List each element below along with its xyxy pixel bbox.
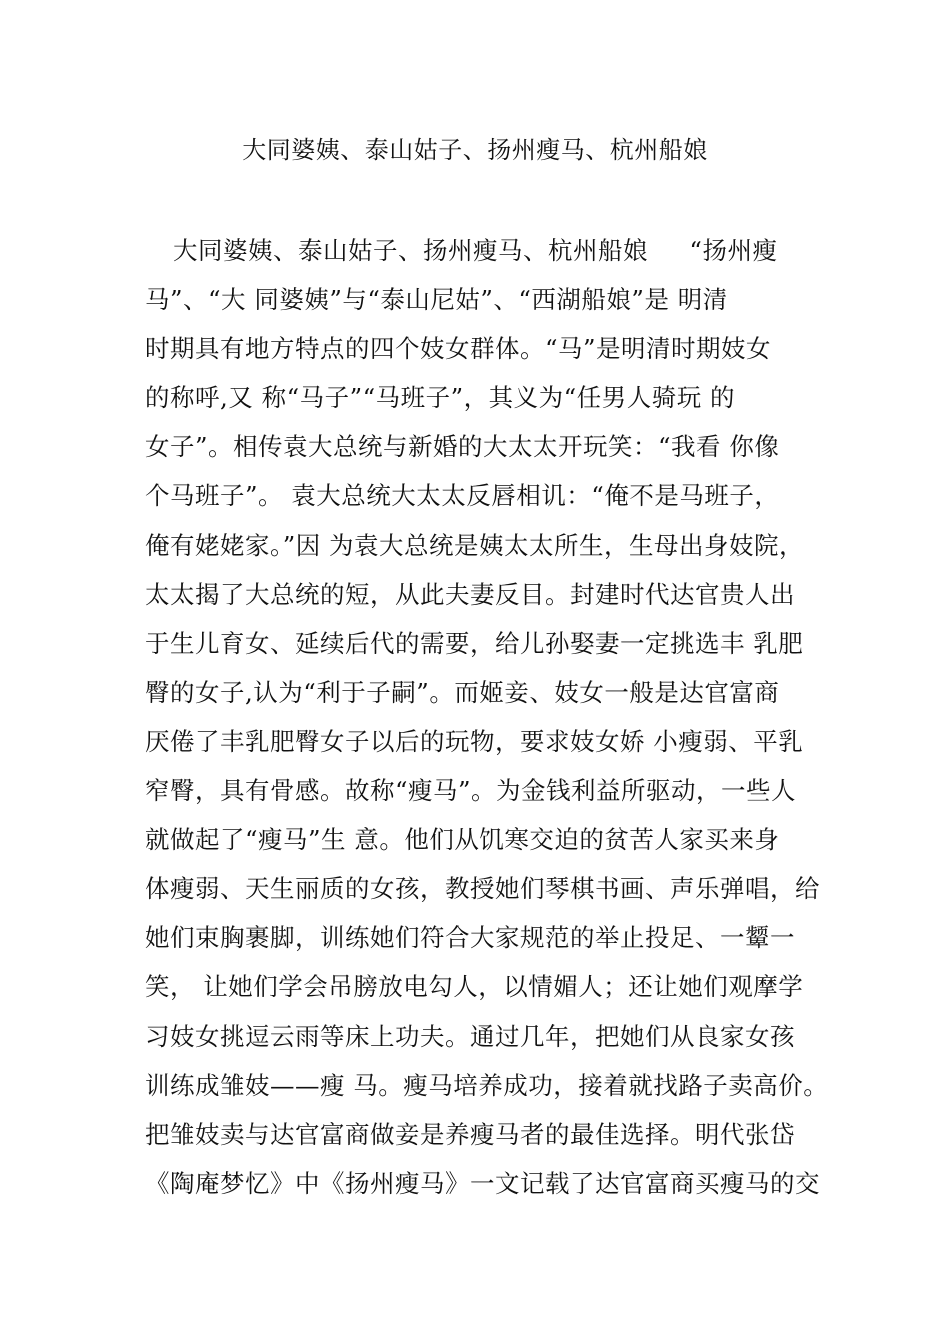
body-line: 她们束胸裹脚，训练她们符合大家规范的举止投足、一颦一	[145, 923, 795, 953]
body-line: 《陶庵梦忆》中《扬州瘦马》一文记载了达官富商买瘦马的交	[145, 1168, 820, 1198]
body-line: 把雏妓卖与达官富商做妾是养瘦马者的最佳选择。明代张岱	[145, 1119, 795, 1149]
body-line: 笑， 让她们学会吊膀放电勾人，以情媚人；还让她们观摩学	[145, 972, 804, 1002]
body-line: 训练成雏妓——瘦 马。瘦马培养成功，接着就找路子卖高价。	[145, 1070, 829, 1100]
body-line: 就做起了“瘦马”生 意。他们从饥寒交迫的贫苦人家买来身	[145, 825, 780, 855]
body-line: 马”、“大 同婆姨”与“泰山尼姑”、“西湖船娘”是 明清	[145, 285, 728, 315]
body-line: 大同婆姨、泰山姑子、扬州瘦马、杭州船娘 “扬州瘦	[173, 236, 778, 265]
body-line: 于生儿育女、延续后代的需要，给儿孙娶妻一定挑选丰 乳肥	[145, 628, 804, 658]
body-line: 的称呼,又 称“马子”“马班子”，其义为“任男人骑玩 的	[145, 383, 735, 413]
body-line: 窄臀，具有骨感。故称“瘦马”。为金钱利益所驱动，一些人	[145, 776, 797, 806]
body-line: 俺有姥姥家。”因 为袁大总统是姨太太所生，生母出身妓院，	[145, 530, 805, 560]
body-line: 太太揭了大总统的短，从此夫妻反目。封建时代达官贵人出	[145, 579, 795, 609]
document-title: 大同婆姨、泰山姑子、扬州瘦马、杭州船娘	[242, 136, 708, 164]
body-line: 女子”。相传袁大总统与新婚的大太太开玩笑：“我看 你像	[145, 432, 780, 462]
body-line: 体瘦弱、天生丽质的女孩，教授她们琴棋书画、声乐弹唱，给	[145, 874, 820, 904]
body-line: 个马班子”。 袁大总统大太太反唇相讥：“俺不是马班子，	[145, 481, 780, 511]
body-line: 时期具有地方特点的四个妓女群体。“马”是明清时期妓女	[145, 334, 772, 364]
body-line: 习妓女挑逗云雨等床上功夫。通过几年，把她们从良家女孩	[145, 1021, 795, 1051]
document-body	[145, 226, 829, 1208]
body-line: 厌倦了丰乳肥臀女子以后的玩物，要求妓女娇 小瘦弱、平乳	[145, 726, 804, 756]
body-line: 臀的女子,认为“利于子嗣”。而姬妾、妓女一般是达官富商	[145, 677, 780, 707]
